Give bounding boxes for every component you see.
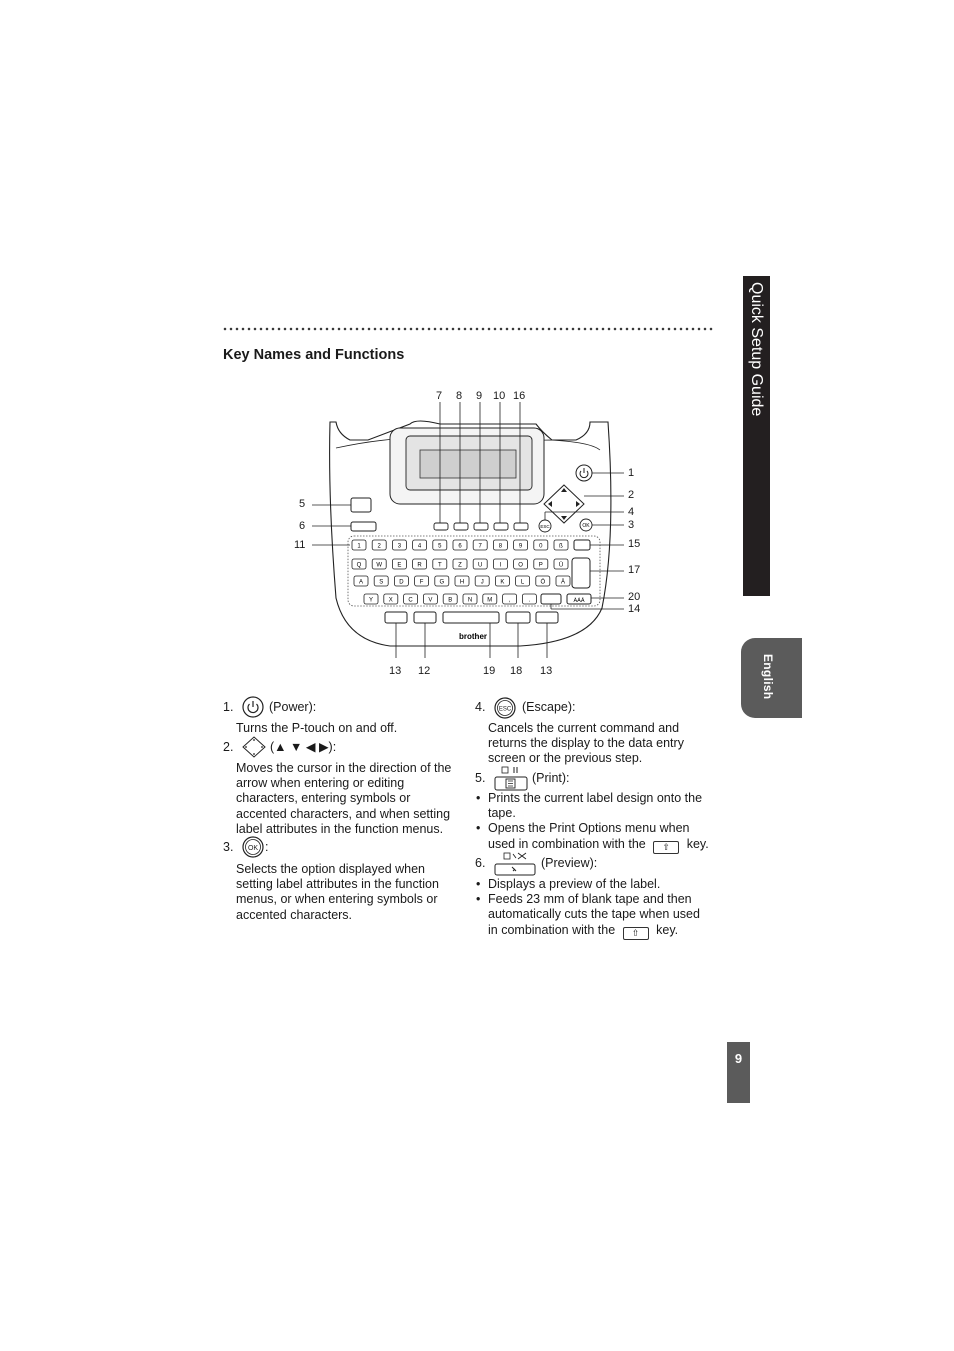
key-label: C xyxy=(408,597,413,604)
accent-key-label: ÀÁÂ xyxy=(573,598,585,604)
callout-16: 16 xyxy=(513,390,526,402)
key-label: 6 xyxy=(458,543,462,550)
item-3-desc-line: accented characters. xyxy=(236,907,353,922)
item-2-number: 2. xyxy=(223,740,234,754)
key-label: 9 xyxy=(518,543,523,550)
print-key-icon xyxy=(494,765,528,791)
item-3-name: : xyxy=(265,840,269,854)
bullet-line: Opens the Print Options menu when xyxy=(488,821,690,836)
key-label: R xyxy=(417,562,422,569)
callout-19: 19 xyxy=(483,665,496,677)
item-2-desc-line: label attributes in the function menus. xyxy=(236,821,444,836)
key-label: J xyxy=(480,579,484,586)
item-1-desc: Turns the P-touch on and off. xyxy=(236,721,398,735)
key-label: 8 xyxy=(498,543,503,550)
key-label: I xyxy=(499,562,502,569)
key-label: 0 xyxy=(539,543,543,550)
item-5-name: (Print): xyxy=(532,771,570,785)
item-4-desc-line: screen or the previous step. xyxy=(488,751,643,766)
item-4-number: 4. xyxy=(475,700,486,714)
bullet-line: Feeds 23 mm of blank tape and then xyxy=(488,892,692,907)
key-label: , xyxy=(508,597,511,604)
key-label: Ü xyxy=(558,562,564,569)
item-5-number: 5. xyxy=(475,771,486,785)
item-3-desc-line: menus, or when entering symbols or xyxy=(236,892,438,907)
key-label: L xyxy=(520,579,525,586)
key-label: . xyxy=(528,597,531,604)
item-1-name: (Power): xyxy=(269,700,317,714)
callout-2: 2 xyxy=(628,489,635,501)
key-label: Q xyxy=(356,562,362,569)
bullet-line: automatically cuts the tape when used xyxy=(488,907,700,922)
callout-9: 9 xyxy=(476,390,483,402)
escape-icon xyxy=(494,697,516,719)
key-label: 7 xyxy=(478,543,482,550)
item-3-desc xyxy=(236,862,439,923)
key-label: K xyxy=(500,579,505,586)
key-label: B xyxy=(448,597,453,604)
item-2-desc-line: Moves the cursor in the direction of the xyxy=(236,761,452,775)
side-tab-title: Quick Setup Guide xyxy=(748,282,765,417)
key-label: F xyxy=(419,579,424,586)
cursor-pad xyxy=(544,485,584,523)
item-6-name: (Preview): xyxy=(541,856,598,870)
item-4-name: (Escape): xyxy=(522,700,576,714)
symbol-key xyxy=(541,594,561,604)
key-row-2 xyxy=(352,559,568,569)
key-label: G xyxy=(439,579,445,586)
callout-17: 17 xyxy=(628,564,641,576)
item-4-desc-line: returns the display to the data entry xyxy=(488,736,684,751)
key-label: N xyxy=(467,597,473,604)
callout-14: 14 xyxy=(628,603,641,615)
space-key xyxy=(443,612,499,623)
callout-13-left: 13 xyxy=(389,665,402,677)
item-5-bullets xyxy=(476,791,709,854)
function-keys xyxy=(434,523,528,530)
item-6-bullet-2 xyxy=(476,892,700,939)
key-label: X xyxy=(388,597,393,604)
callout-8: 8 xyxy=(456,390,463,402)
shift-key-icon: ⇧ xyxy=(653,841,679,854)
bullet-tail: key. xyxy=(656,922,679,937)
ok-icon xyxy=(242,836,264,858)
preview-key xyxy=(351,522,376,531)
key-label: E xyxy=(397,562,402,569)
callout-7: 7 xyxy=(436,390,443,402)
item-2-desc xyxy=(236,761,451,837)
callout-6: 6 xyxy=(299,520,306,532)
key-label: S xyxy=(379,579,384,586)
item-2-desc-line: accented characters, and when setting xyxy=(236,806,451,821)
dotted-divider xyxy=(222,327,714,331)
key-label: D xyxy=(399,579,404,586)
key-label: T xyxy=(437,562,442,569)
key-label: O xyxy=(518,562,523,569)
bullet-line: tape. xyxy=(488,806,516,821)
item-2-desc-line: arrow when entering or editing xyxy=(236,776,405,791)
language-tab xyxy=(741,638,802,718)
shift-key-icon: ⇧ xyxy=(623,927,649,940)
callout-12: 12 xyxy=(418,665,431,677)
item-2-desc-line: characters, entering symbols or xyxy=(236,791,411,806)
brand-logo: brother xyxy=(459,632,487,641)
p-touch-keyboard-diagram xyxy=(290,388,650,688)
item-5-bullet-2 xyxy=(476,821,709,853)
key-label: Z xyxy=(458,562,462,569)
callout-3: 3 xyxy=(628,519,635,531)
item-4-desc-line: Cancels the current command and xyxy=(488,721,680,735)
key-label: Ö xyxy=(540,579,546,586)
key-label: 5 xyxy=(438,543,442,550)
ok-key-label: OK xyxy=(582,523,590,529)
bullet-tail: key. xyxy=(686,836,709,851)
callout-11: 11 xyxy=(294,539,306,551)
callout-18: 18 xyxy=(510,665,523,677)
key-label: H xyxy=(459,579,465,586)
key-label: ß xyxy=(559,543,563,550)
label-key xyxy=(506,612,530,623)
item-4-desc xyxy=(488,721,684,767)
key-label: 1 xyxy=(357,543,361,550)
item-6-number: 6. xyxy=(475,856,486,870)
language-tab-label: English xyxy=(761,654,775,700)
item-3-number: 3. xyxy=(223,840,234,854)
preview-key-icon xyxy=(494,851,536,877)
page-number: 9 xyxy=(734,1051,743,1066)
key-label: P xyxy=(538,562,543,569)
key-label: U xyxy=(478,562,483,569)
key-label: W xyxy=(376,562,383,569)
callout-5: 5 xyxy=(299,498,306,510)
callout-13-right: 13 xyxy=(540,665,553,677)
item-3-desc-line: setting label attributes in the function xyxy=(236,877,439,892)
key-label: M xyxy=(487,597,493,604)
bullet-dot: • xyxy=(476,791,481,805)
key-label: Y xyxy=(368,597,374,604)
key-row-1 xyxy=(352,540,568,550)
key-row-3 xyxy=(354,576,570,586)
page-number-tab xyxy=(727,1042,750,1103)
bullet-line: in combination with the xyxy=(488,922,616,937)
bullet-line: Prints the current label design onto the xyxy=(488,791,703,805)
power-icon xyxy=(242,696,264,718)
key-row-4 xyxy=(364,594,536,604)
print-key xyxy=(351,498,371,512)
side-tab-quick-setup-guide xyxy=(743,276,770,596)
bullet-dot: • xyxy=(476,877,481,891)
item-6-bullets xyxy=(476,877,700,940)
bullet-dot: • xyxy=(476,821,481,836)
bullet-line-with-key xyxy=(488,923,700,940)
callout-15: 15 xyxy=(628,538,641,550)
callout-4: 4 xyxy=(628,506,635,518)
item-3-desc-line: Selects the option displayed when xyxy=(236,862,426,876)
callout-10: 10 xyxy=(493,390,506,402)
item-5-bullet-1 xyxy=(476,791,709,821)
item-1-number: 1. xyxy=(223,700,234,714)
escape-icon-label: ESC xyxy=(498,706,512,713)
cursor-pad-icon xyxy=(242,736,266,758)
bullet-dot: • xyxy=(476,892,481,907)
ok-icon-label: OK xyxy=(247,845,259,852)
shift-key-left xyxy=(385,612,407,623)
bullet-line: Displays a preview of the label. xyxy=(488,877,661,891)
key-label: 3 xyxy=(397,543,402,550)
item-6-bullet-1 xyxy=(476,877,700,892)
item-2-name: (▲ ▼ ◀ ▶): xyxy=(270,740,337,754)
esc-key-label: ESC xyxy=(540,524,550,529)
shift-key-right xyxy=(536,612,558,623)
key-label: A xyxy=(358,579,364,586)
key-label: V xyxy=(428,597,433,604)
key-label: Ä xyxy=(560,579,566,586)
section-heading: Key Names and Functions xyxy=(223,347,405,363)
backspace-key xyxy=(574,540,590,550)
caps-key xyxy=(414,612,436,623)
bullet-line: used in combination with the xyxy=(488,836,646,851)
key-label: 2 xyxy=(377,543,381,550)
callout-20: 20 xyxy=(628,591,641,603)
enter-key xyxy=(572,558,590,588)
key-label: 4 xyxy=(417,543,422,550)
callout-1: 1 xyxy=(628,467,635,479)
